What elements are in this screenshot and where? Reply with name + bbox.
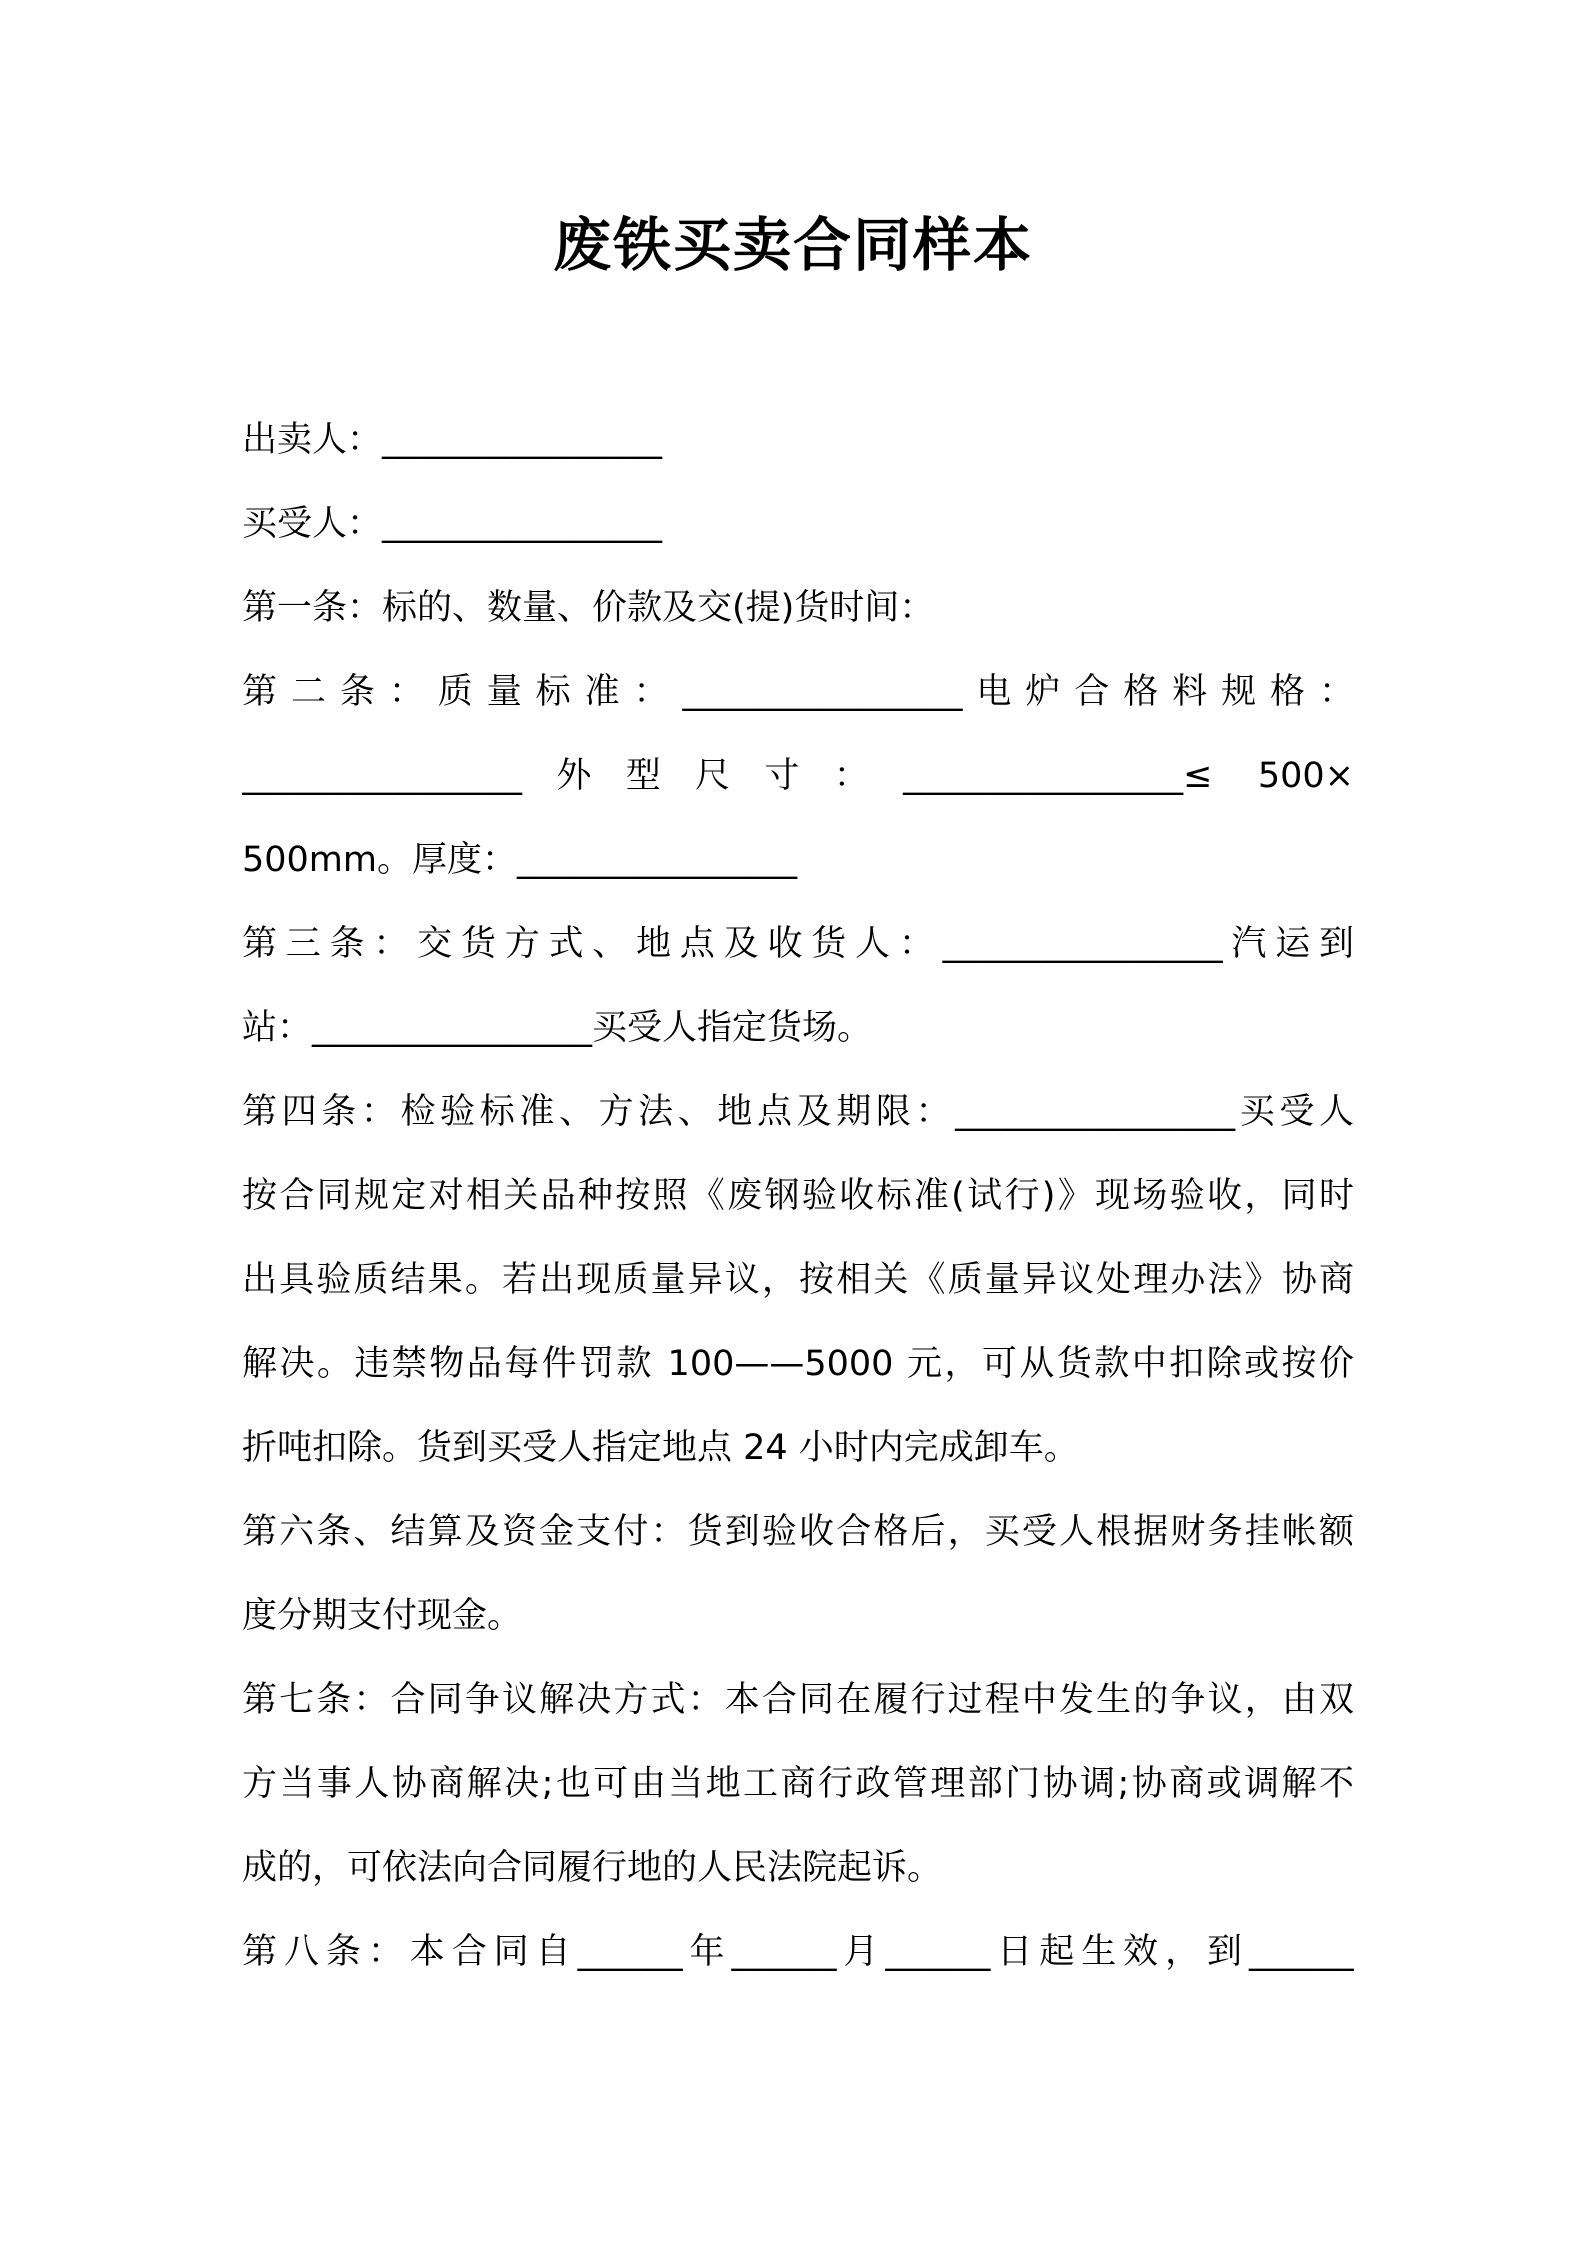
article-2-line-1: 第二条：质量标准：________________电炉合格料规格： [242,672,1354,712]
article-8-line-1: 第八条：本合同自______年______月______日起生效，到______ [242,1932,1354,1972]
document-title: 废铁买卖合同样本 [552,211,1033,279]
article-7-line-1: 第七条：合同争议解决方式：本合同在履行过程中发生的争议，由双 [242,1680,1354,1720]
article-7-line-2: 方当事人协商解决;也可由当地工商行政管理部门协调;协商或调解不 [242,1764,1354,1804]
article-1-line: 第一条：标的、数量、价款及交(提)货时间： [242,588,935,628]
article-3-line-2: 站：________________买受人指定货场。 [242,1008,873,1048]
article-6-line-1: 第六条、结算及资金支付：货到验收合格后，买受人根据财务挂帐额 [242,1512,1354,1552]
seller-line: 出卖人：________________ [242,420,663,460]
buyer-line: 买受人：________________ [242,504,663,544]
article-4-line-5: 折吨扣除。货到买受人指定地点 24 小时内完成卸车。 [242,1428,1079,1468]
document-body [242,398,1354,1994]
article-4-line-1: 第四条：检验标准、方法、地点及期限：________________买受人 [242,1092,1354,1132]
article-4-line-3: 出具验质结果。若出现质量异议，按相关《质量异议处理办法》协商 [242,1260,1354,1300]
article-4-line-4: 解决。违禁物品每件罚款 100——5000 元，可从货款中扣除或按价 [242,1344,1354,1384]
article-7-line-3: 成的，可依法向合同履行地的人民法院起诉。 [242,1848,943,1888]
article-3-line-1: 第三条：交货方式、地点及收货人：________________汽运到 [242,924,1354,964]
article-4-line-2: 按合同规定对相关品种按照《废钢验收标准(试行)》现场验收，同时 [242,1176,1354,1216]
article-2-line-2: ________________外型尺寸：________________≤ 500× [242,756,1354,796]
article-2-line-3: 500mm。厚度：________________ [242,840,797,880]
article-6-line-2: 度分期支付现金。 [242,1596,523,1636]
